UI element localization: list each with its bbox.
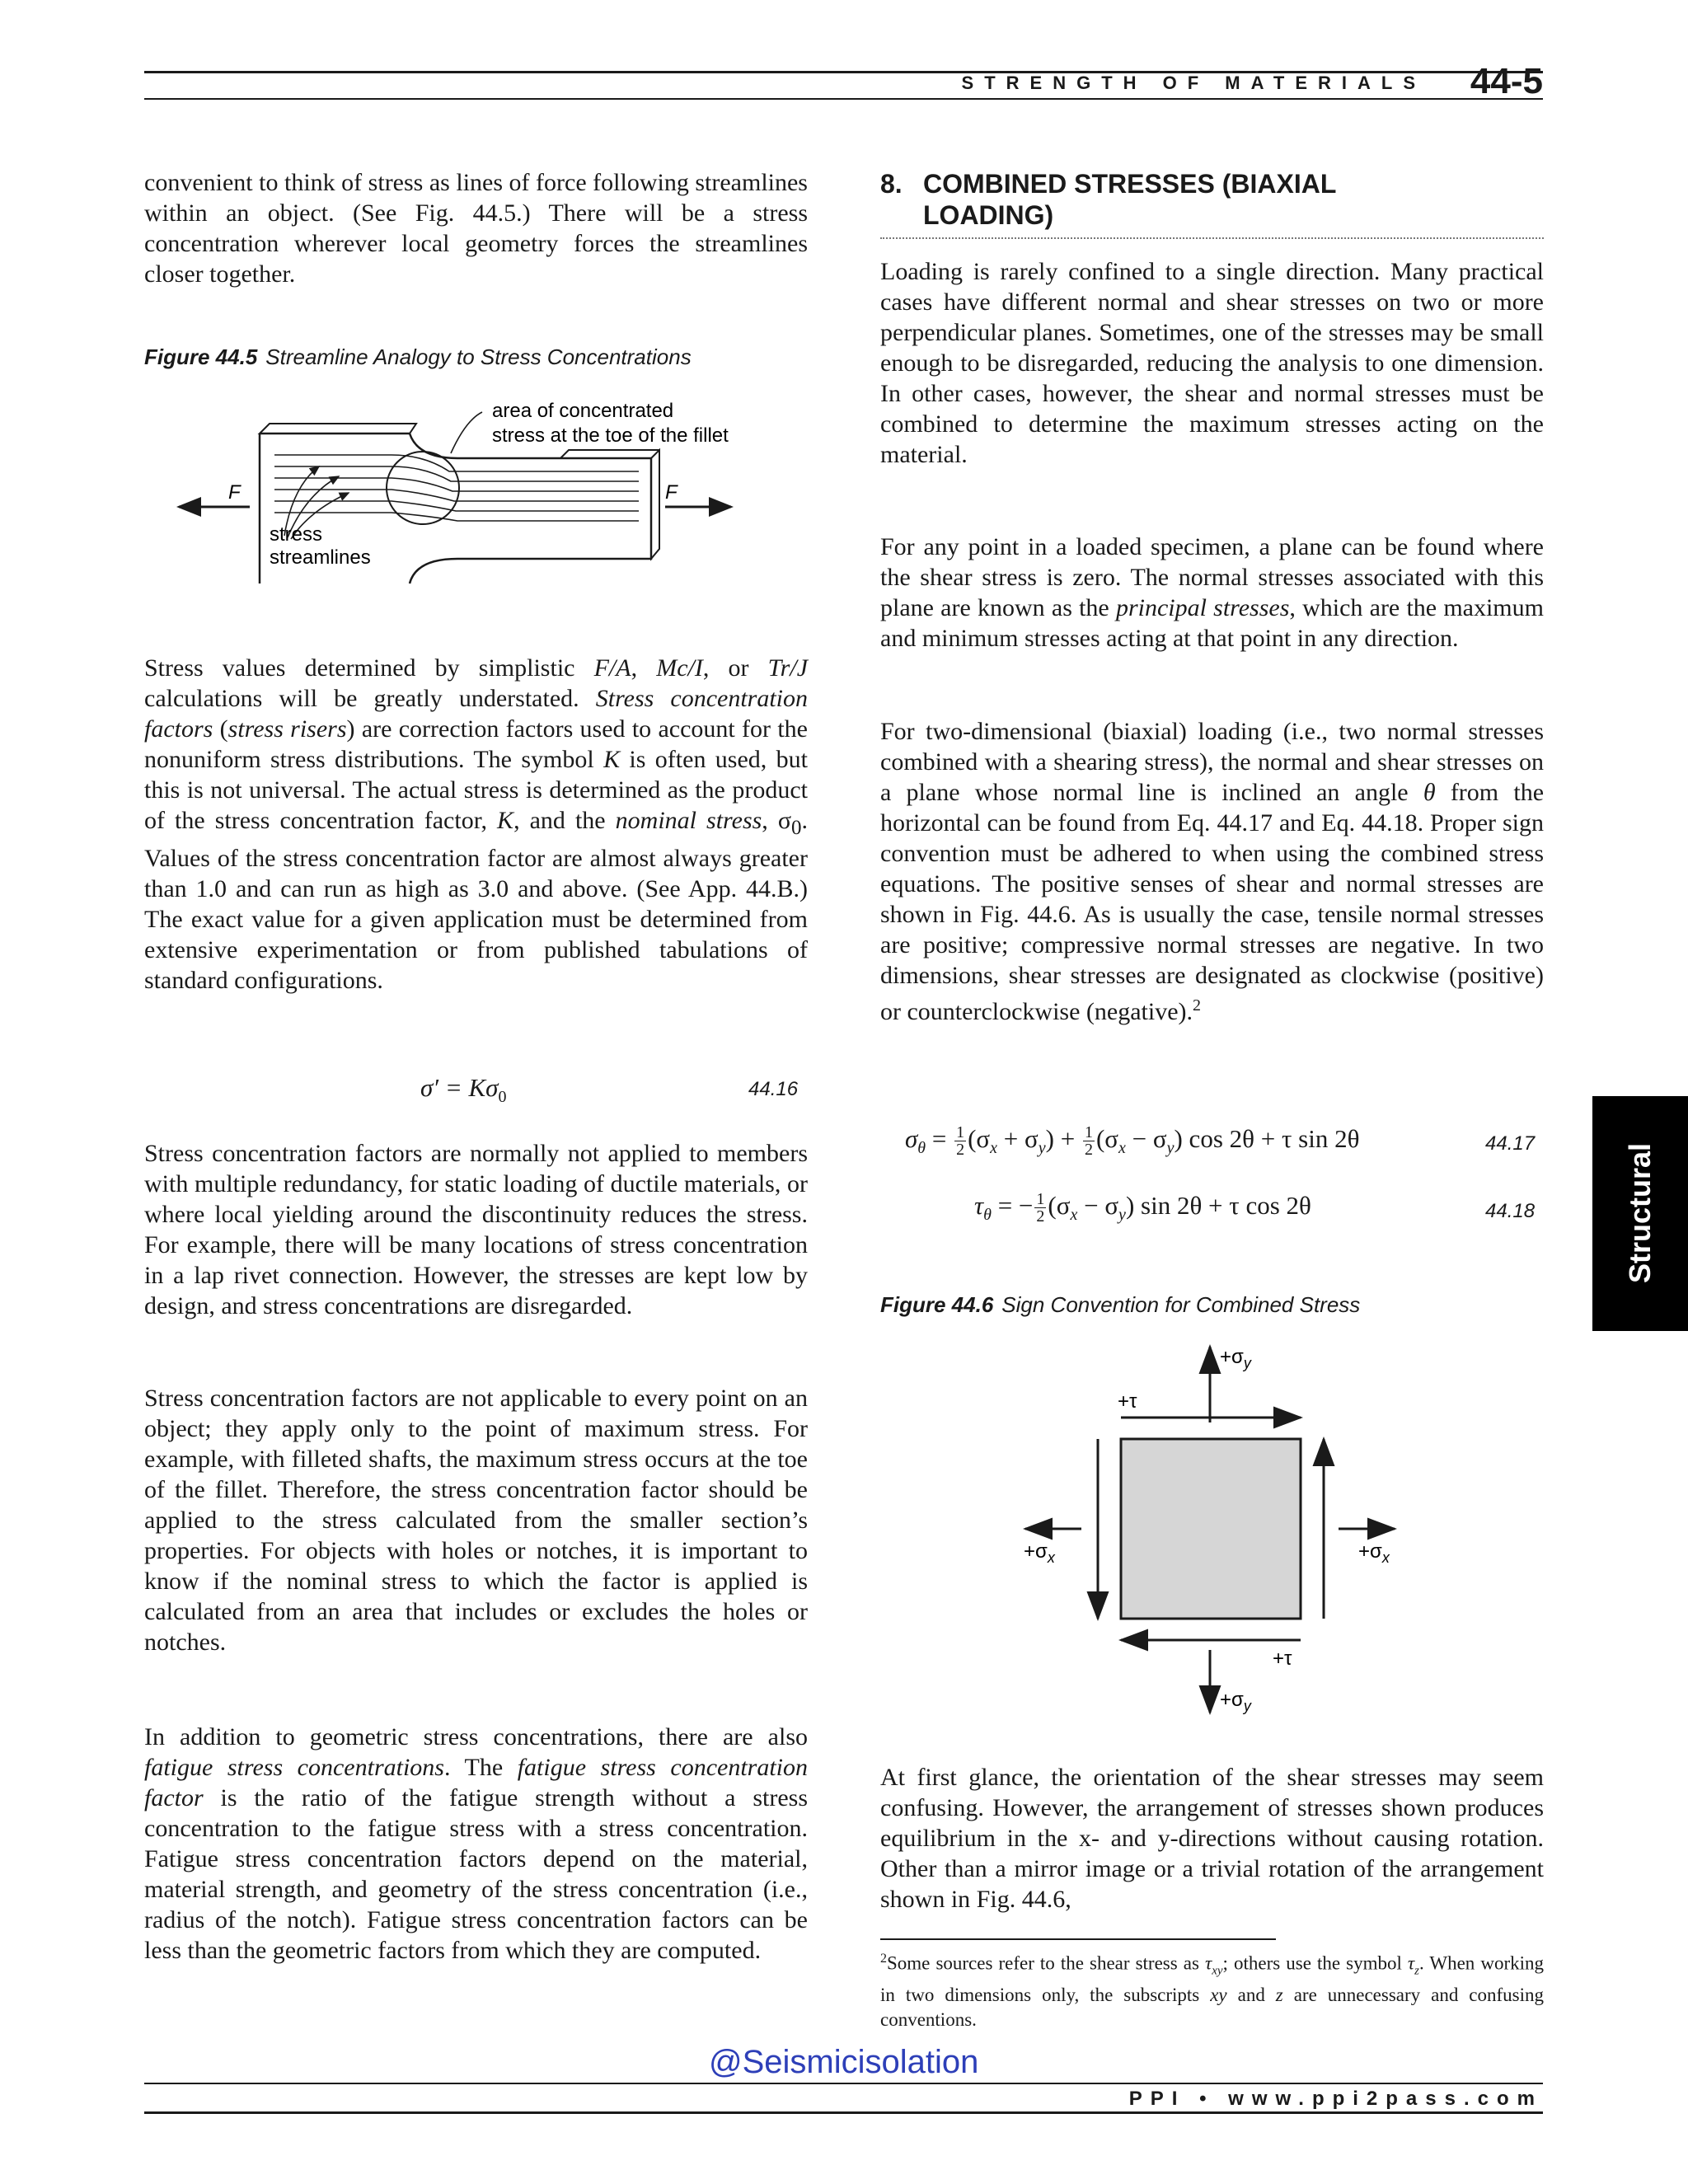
equation-44-16-number: 44.16 bbox=[748, 1078, 799, 1100]
label-streamlines-line2: streamlines bbox=[270, 546, 371, 569]
section-heading bbox=[880, 168, 1544, 239]
figure-number: Figure 44.6 bbox=[880, 1292, 994, 1317]
section-number: 8. bbox=[880, 169, 903, 199]
equation-44-17-number: 44.17 bbox=[1485, 1132, 1536, 1155]
watermark: @Seismicisolation bbox=[709, 2044, 979, 2080]
header-rule-bottom bbox=[144, 98, 1543, 100]
label-sigma-y-bottom: $+\sigma_y$ bbox=[1220, 1689, 1251, 1714]
left-paragraph-4: Stress concentration factors are not applicable to every point on an object; they apply only to the point of maximum stress. For example, with filleted shafts, the maximum stress occurs at the toe of the fillet. Therefore, the stress concentration factor should be applied to the stress calculated from the smaller section’s properties. For objects with holes or notches, it is important to know if the nominal stress to which the factor is applied is calculated from an area that includes or excludes the holes or notches. bbox=[144, 1385, 808, 1656]
footnote: $^2$Some sources refer to the shear stress as $\tau_{xy}$; others use the symbol $\tau_z$. When working in two dimensions only, the subscripts xy and z are unnecessary and confusing conventions. bbox=[880, 1952, 1545, 2031]
equation-44-18-number: 44.18 bbox=[1485, 1200, 1536, 1222]
left-paragraph-2: Stress values determined by simplistic F/A, Mc/I, or Tr/J calculations will be greatly understated. Stress concentration factors (stress risers) are correction factors used to account for the nonuniform stress distributions. The symbol K is often used, but this is not universal. The actual stress is determined as the product of the stress concentration factor, K, and the nominal stress, $\sigma_0$. Values of the stress concentration factor are almost always greater than 1.0 and can run as high as 3.0 and above. (See App. 44.B.) The exact value for a given application must be determined from extensive experimentation or from published tabulations of standard configurations. bbox=[144, 654, 809, 994]
label-area-line1: area of concentrated bbox=[492, 400, 674, 422]
footer-rule-bottom bbox=[144, 2111, 1543, 2114]
equation-44-17: $\sigma_\theta$ = $\frac{1}{2}$ $(\sigma_x + \sigma_y)$ + $\frac{1}{2}$ $(\sigma_x - \sigma_y)$ cos 2θ + τ sin 2θ bbox=[905, 1123, 1360, 1160]
label-sigma-x-right: $+\sigma_x$ bbox=[1358, 1540, 1390, 1566]
stress-element-square bbox=[1121, 1439, 1301, 1619]
running-title: STRENGTH OF MATERIALS bbox=[961, 73, 1426, 93]
right-paragraph-3: For two-dimensional (biaxial) loading (i.e., two normal stresses combined with a shearing stress), the normal and shear stresses on a plane whose normal line is inclined an angle θ from the horizontal can be found from Eq. 44.17 and Eq. 44.18. Proper sign convention must be adhered to when using the combined stress equations. The positive senses of shear and normal stresses are shown in Fig. 44.6. As is usually the case, tensile normal stresses are positive; compressive normal stresses are negative. In two dimensions, shear stresses are designated as clockwise (positive) or counterclockwise (negative).$^2$ bbox=[880, 718, 1545, 1025]
streamlines bbox=[274, 455, 639, 521]
section-title-line2: LOADING) bbox=[923, 200, 1054, 230]
section-title-line1: COMBINED STRESSES (BIAXIAL bbox=[923, 169, 1337, 199]
section-tab bbox=[1592, 1096, 1688, 1331]
label-sigma-y-top: $+\sigma_y$ bbox=[1220, 1346, 1251, 1371]
figure-44-5-caption bbox=[144, 344, 692, 370]
figure-44-5-diagram bbox=[144, 387, 808, 585]
footer-rule-top bbox=[144, 2083, 1543, 2084]
footer-text: PPI • www.ppi2pass.com bbox=[1128, 2088, 1543, 2110]
figure-44-6-caption bbox=[880, 1292, 1360, 1318]
section-tab-label: Structural bbox=[1623, 1142, 1657, 1284]
figure-title: Sign Convention for Combined Stress bbox=[1001, 1292, 1361, 1317]
label-tau-bottom: +τ bbox=[1273, 1647, 1292, 1670]
part-top-face bbox=[260, 424, 416, 434]
figure-title: Streamline Analogy to Stress Concentrations bbox=[265, 344, 692, 369]
figure-44-6-diagram bbox=[989, 1335, 1451, 1722]
stress-concentration-circle bbox=[387, 452, 459, 524]
left-paragraph-3: Stress concentration factors are normally not applied to members with multiple redundancy, for static loading of ductile materials, or where local yielding around the discontinuity reduces the stress. For example, there will be many locations of stress concentration in a lap rivet connection. However, the stresses are kept low by design, and stress concentrations are disregarded. bbox=[144, 1140, 808, 1319]
label-tau-top: +τ bbox=[1118, 1390, 1137, 1413]
equation-44-16: $\sigma' = K\sigma_0$ bbox=[420, 1073, 507, 1107]
left-paragraph-5: In addition to geometric stress concentrations, there are also fatigue stress concentrations. The fatigue stress concentration factor is the ratio of the fatigue strength without a stress concentration to the fatigue stress with a stress concentration. Fatigue stress concentration factors depend on the material, material strength, and geometry of the stress concentration (i.e., radius of the notch). Fatigue stress concentration factors can be less than the geometric factors from which they are computed. bbox=[144, 1723, 809, 1964]
left-paragraph-1: convenient to think of stress as lines of force following streamlines within an object. (See Fig. 44.5.) There will be a stress concentration wherever local geometry forces the streamlines closer together. bbox=[144, 169, 808, 288]
page-number: 44-5 bbox=[1470, 61, 1543, 101]
right-paragraph-2: For any point in a loaded specimen, a plane can be found where the shear stress is zero. The normal stresses associated with this plane are known as the principal stresses, which are the maximum and minimum stresses acting at that point in any direction. bbox=[880, 533, 1544, 652]
part-right-face bbox=[651, 450, 659, 559]
label-area-line2: stress at the toe of the fillet bbox=[492, 424, 729, 447]
label-streamlines-line1: stress bbox=[270, 523, 323, 546]
equation-44-18: $\tau_\theta$ = − $\frac{1}{2}$ $(\sigma_x - \sigma_y)$ sin 2θ + τ cos 2θ bbox=[974, 1190, 1311, 1226]
right-paragraph-4: At first glance, the orientation of the shear stresses may seem confusing. However, the arrangement of stresses shown produces equilibrium in the x- and y-directions without causing rotation. Other than a mirror image or a trivial rotation of the arrangement shown in Fig. 44.6, bbox=[880, 1764, 1544, 1913]
footnote-rule bbox=[880, 1938, 1276, 1940]
label-sigma-x-left: $+\sigma_x$ bbox=[1024, 1540, 1055, 1566]
right-paragraph-1: Loading is rarely confined to a single direction. Many practical cases have different normal and shear stresses on two or more perpendicular planes. Sometimes, one of the stresses may be small enough to be disregarded, reducing the analysis to one dimension. In other cases, however, the shear and normal stresses must be combined to determine the maximum stresses acting on the material. bbox=[880, 258, 1544, 468]
figure-number: Figure 44.5 bbox=[144, 344, 258, 369]
force-label-left: F bbox=[228, 481, 241, 504]
force-label-right: F bbox=[665, 481, 678, 504]
